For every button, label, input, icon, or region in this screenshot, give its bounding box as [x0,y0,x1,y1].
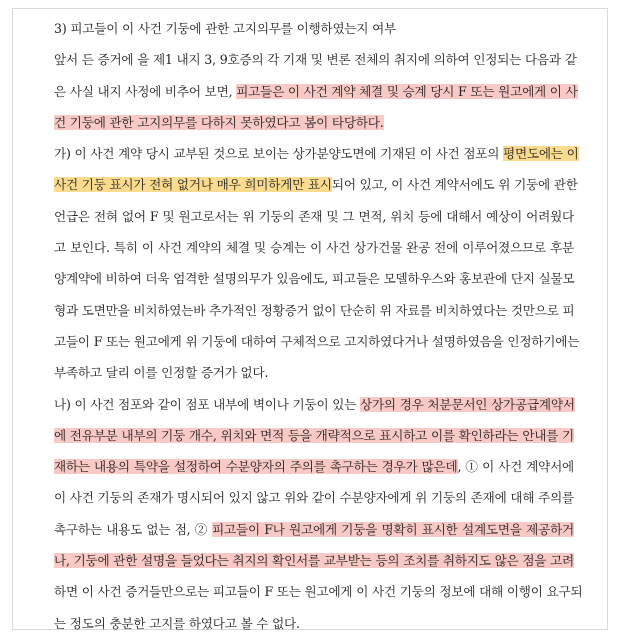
highlighted-text: 피고들은 이 사건 계약 체결 및 승계 당시 F 또는 원고에게 이 사 [236,83,578,99]
document-line [54,326,580,357]
highlighted-text: 건 기둥에 관한 고지의무를 다하지 못하였다고 봄이 타당하다. [54,114,384,130]
highlighted-text: 상가의 경우 처분문서인 상가공급계약서 [360,396,575,412]
highlighted-text: 사건 기둥 표시가 전혀 없거나 매우 희미하게만 표시 [54,177,332,193]
line-text: 양계약에 비하여 더욱 엄격한 설명의무가 있음에도, 피고들은 모델하우스와 홍보관에 단지 실물모 [54,271,575,287]
line-text: 고들이 F 또는 원고에게 위 기둥에 대하여 구체적으로 고지하였다거나 설명하였음을 인정하기에는 [54,333,580,349]
line-text: 되어 있고, 이 사건 계약서에도 위 기둥에 관한 [331,177,578,193]
document-line [54,263,574,294]
document-line [54,138,579,169]
document-line [54,608,574,639]
document-line [54,545,574,576]
document-line [54,169,578,200]
highlighted-text: 나, 기둥에 관한 설명을 들었다는 취지의 확인서를 교부받는 등의 조치를 취하지도 않은 점을 고려 [54,553,574,569]
document-line [54,482,574,513]
line-text: 하면 이 사건 증거들만으로는 피고들이 F 또는 원고에게 이 사건 기둥의 정보에 대해 이행이 요구되 [54,584,583,600]
document-line [54,420,574,451]
document-line [54,13,574,44]
document-line [54,451,574,482]
document-line [54,44,577,75]
highlighted-text: 에 전유부분 내부의 기둥 개수, 위치와 면적 등을 개략적으로 표시하고 이를 확인하라는 안내를 기 [54,427,574,443]
line-text: 고 보인다. 특히 이 사건 계약의 체결 및 승계는 이 사건 상가건물 완공 전에 이루어졌으므로 후분 [54,240,574,256]
line-text: 언급은 전혀 없어 F 및 원고로서는 위 기둥의 존재 및 그 면적, 위치 등에 대해서 예상이 어려웠다 [54,208,574,224]
highlighted-text: 피고들이 F나 원고에게 기둥을 명확히 표시한 설계도면을 제공하거 [212,521,575,537]
line-text: 나) 이 사건 점포와 같이 점포 내부에 벽이나 기둥이 있는 [54,396,360,412]
document-line [54,576,583,607]
document-line [54,514,574,545]
highlighted-text: 재하는 내용의 특약을 설정하여 수분양자의 주의를 촉구하는 경우가 많은데 [54,459,458,475]
document-line [54,295,574,326]
line-text: 형과 도면만을 비치하였는바 추가적인 정황증거 없이 단순히 위 자료를 비치하였다는 것만으로 피 [54,302,575,318]
document-line [54,107,574,138]
line-text: 는 정도의 충분한 고지를 하였다고 볼 수 없다. [54,615,300,631]
line-text: 이 사건 기둥의 존재가 명시되어 있지 않고 위와 같이 수분양자에게 위 기둥의 존재에 대해 주의를 [54,490,574,506]
line-text: , ① 이 사건 계약서에 [457,459,575,475]
document-body [54,13,583,639]
line-text: 촉구하는 내용도 없는 점, ② [54,521,213,537]
document-line [54,76,578,107]
document-line [54,232,574,263]
line-text: 은 사실 내지 사정에 비추어 보면, [54,83,237,99]
line-text: 앞서 든 증거에 을 제1 내지 3, 9호증의 각 기재 및 변론 전체의 취지에 의하여 인정되는 다음과 같 [54,52,577,68]
line-text: 가) 이 사건 계약 당시 교부된 것으로 보이는 상가분양도면에 기재된 이 사건 점포의 [54,146,504,162]
document-line [54,201,574,232]
highlighted-text: 평면도에는 이 [503,146,579,162]
line-text: 부족하고 달리 이를 인정할 증거가 없다. [54,365,269,381]
document-line [54,357,574,388]
document-line [54,389,574,420]
line-text: 3) 피고들이 이 사건 기둥에 관한 고지의무를 이행하였는지 여부 [54,21,397,36]
